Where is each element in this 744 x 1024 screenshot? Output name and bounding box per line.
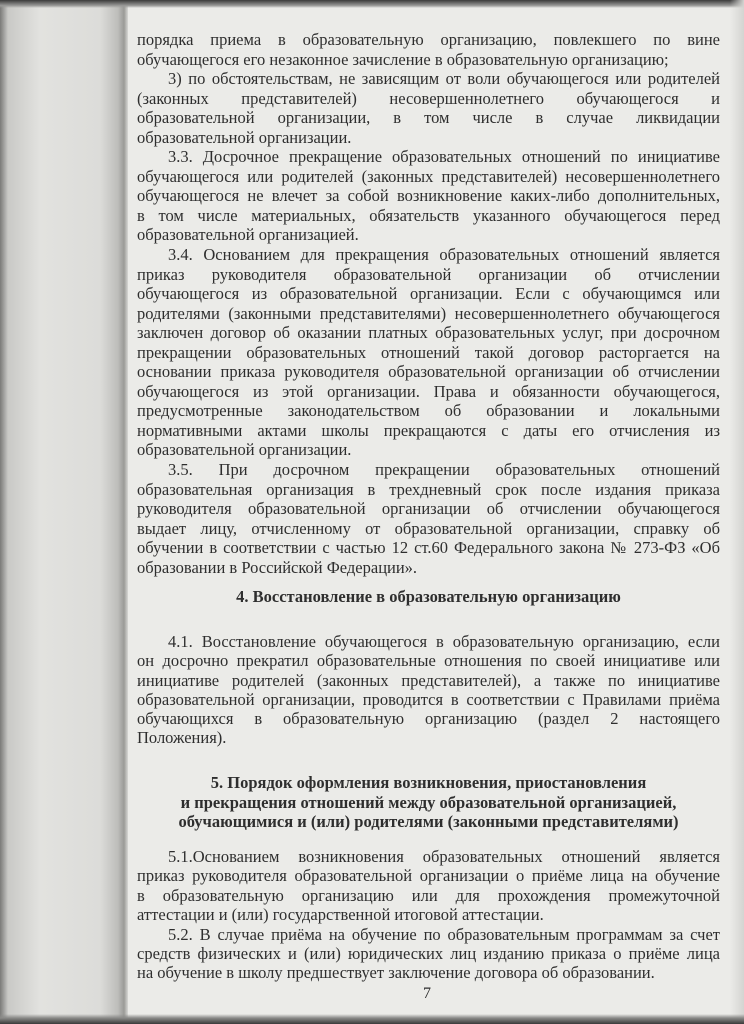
text-line: в том числе материальных, обязательств указанного обучающегося перед [137, 205, 720, 225]
text-line: порядка приема в образовательную организацию, повлекшего по вине [137, 30, 720, 49]
text-line: 3.3. Досрочное прекращение образовательных отношений по инициативе [168, 147, 720, 167]
text-line: образовательной организации. [137, 127, 352, 147]
text-line: Положения). [137, 728, 227, 748]
text-line: средств физических и (или) юридических лиц изданию приказа о приёме лица [137, 944, 720, 964]
paragraph [137, 147, 720, 245]
text-line: родителями (законными представителями) несовершеннолетнего обучающегося [137, 303, 720, 323]
section-4-heading-text: 4. Восстановление в образовательную организацию [236, 587, 621, 606]
text-line: обучающихся в образовательную организацию (раздел 2 настоящего [137, 709, 720, 729]
text-line: обучающегося из образовательной организации. Если с обучающимся или [137, 284, 720, 304]
scan-right-edge [730, 0, 744, 1024]
section-4-text [137, 632, 720, 748]
text-line: он досрочно прекратил образовательные отношения по своей инициативе или [137, 651, 720, 671]
section-5-heading-line: обучающимися и (или) родителями (законными представителями) [178, 812, 679, 831]
text-line: 3.4. Основанием для прекращения образовательных отношений является [168, 245, 720, 265]
section-4-heading [137, 587, 720, 607]
text-line: 3) по обстоятельствам, не зависящим от воли обучающегося или родителей [168, 69, 720, 89]
text-line: предусмотренные законодательством об образовании и локальными [137, 401, 720, 421]
text-line: прекращении образовательных отношений такой договор расторгается на [137, 342, 720, 362]
text-line: обучающегося или родителей (законных представителей) несовершеннолетнего [137, 166, 720, 186]
text-line: обучающегося не влечет за собой возникновение каких-либо дополнительных, [137, 186, 720, 206]
text-line: приказ руководителя образовательной организации о приёме лица на обучение [137, 866, 720, 886]
text-line: образовательная организация в трехдневный срок после издания приказа [137, 479, 720, 499]
text-line: в образовательную организацию или для прохождения промежуточной [137, 885, 720, 905]
paragraph [137, 245, 720, 460]
scan-top-edge [0, 0, 744, 8]
paragraph [137, 460, 720, 577]
paragraph [137, 925, 720, 983]
text-line: 5.1.Основанием возникновения образовательных отношений является [168, 847, 720, 866]
section-5-heading-line: 5. Порядок оформления возникновения, приостановления [210, 773, 647, 792]
text-line: нормативными актами школы прекращаются с даты его отчисления из [137, 420, 720, 440]
text-line: 3.5. При досрочном прекращении образовательных отношений [168, 460, 720, 480]
text-line: образовательной организации, проводится в соответствии с Правилами приёма [137, 689, 720, 709]
text-line: выдает лицу, отчисленному от образовательной организации, справку об [137, 518, 720, 538]
paragraph [137, 847, 720, 925]
text-line: обучающегося его незаконное зачисление в образовательную организацию; [137, 49, 669, 69]
paragraph [137, 69, 720, 147]
section-5-heading [137, 773, 720, 832]
section-5-text [137, 847, 720, 983]
text-line: заключен договор об оказании платных образовательных услуг, при досрочном [137, 323, 720, 343]
adjacent-page-fold [0, 0, 128, 1024]
paragraph [137, 30, 720, 69]
page-number: 7 [423, 985, 431, 1002]
text-line: на обучение в школу предшествует заключение договора об образовании. [137, 963, 655, 983]
text-line: образовании в Российской Федерации». [137, 557, 418, 577]
text-line: обучении в соответствии с частью 12 ст.60 Федерального закона № 273-ФЗ «Об [137, 538, 720, 558]
paragraph [137, 632, 720, 748]
text-line: 4.1. Восстановление обучающегося в образовательную организацию, если [168, 632, 720, 651]
text-line: руководителя образовательной организации об отчислении обучающегося [137, 499, 720, 519]
text-line: (законных представителей) несовершеннолетнего обучающегося и [137, 88, 720, 108]
scan-bottom-edge [0, 1014, 744, 1024]
text-line: образовательной организации. [137, 440, 352, 460]
text-line: аттестации и (или) государственной итоговой аттестации. [137, 905, 544, 925]
text-line: инициативе родителей (законных представителей), а также по инициативе [137, 670, 720, 690]
text-line: основании приказа руководителя образовательной организации об отчислении [137, 362, 720, 382]
text-line: образовательной организации, в том числе в случае ликвидации [137, 108, 720, 128]
text-line: 5.2. В случае приёма на обучение по образовательным программам за счет [168, 924, 720, 944]
section-5-heading-line: и прекращения отношений между образовательной организацией, [180, 792, 677, 812]
text-line: образовательной организацией. [137, 225, 359, 245]
text-line: обучающегося из этой организации. Права и обязанности обучающегося, [137, 381, 720, 401]
text-line: приказ руководителя образовательной организации об отчислении [137, 264, 720, 284]
section-3-text [137, 30, 720, 577]
